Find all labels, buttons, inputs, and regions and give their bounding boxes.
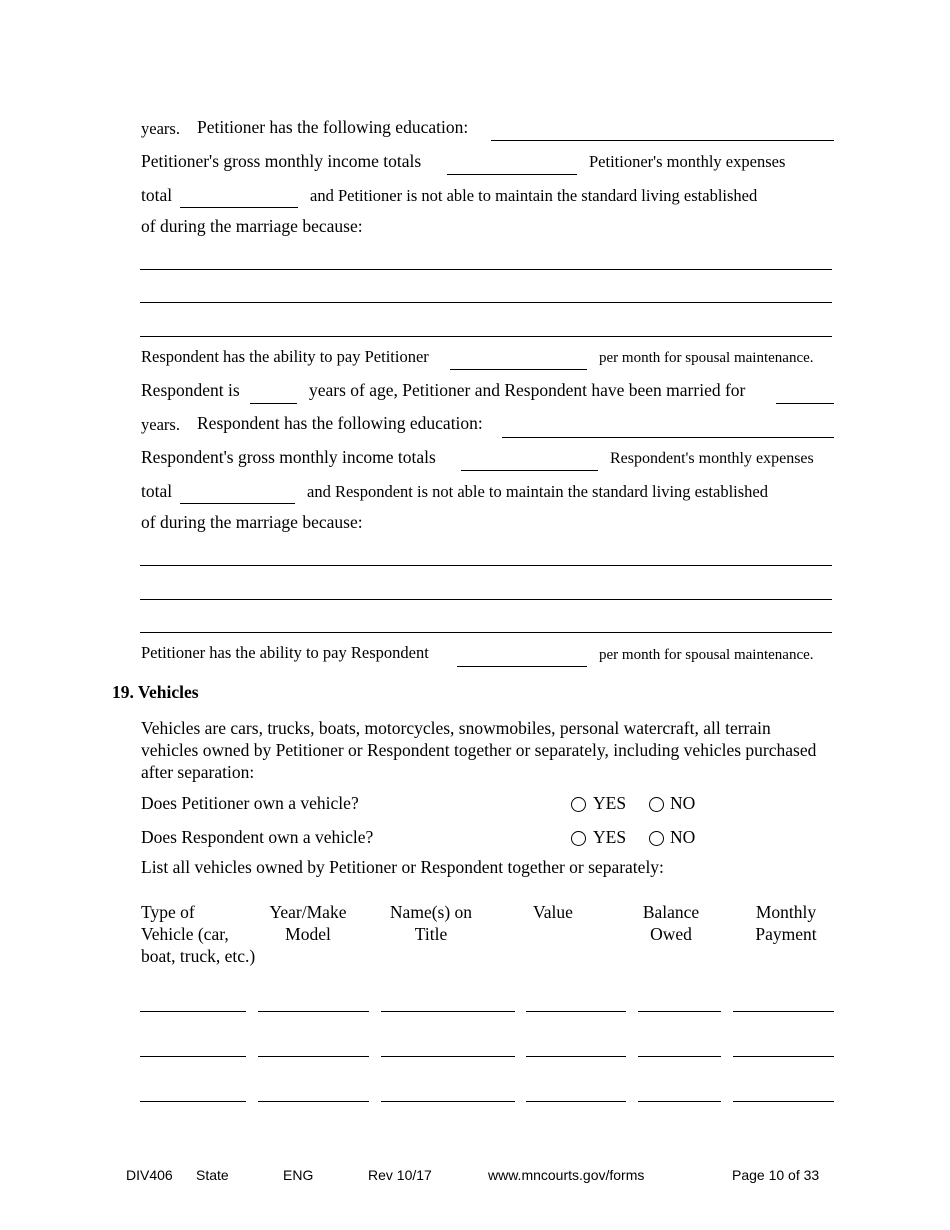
respondent-years-label: years. bbox=[141, 415, 180, 434]
vehicle-type-field[interactable] bbox=[140, 1011, 246, 1012]
vehicle-year-make-field[interactable] bbox=[258, 1056, 369, 1057]
footer-revision: Rev 10/17 bbox=[368, 1167, 432, 1183]
respondent-pay-field[interactable] bbox=[450, 369, 587, 370]
footer-url-link[interactable]: www.mncourts.gov/forms bbox=[488, 1167, 645, 1183]
petitioner-vehicle-no-radio[interactable] bbox=[649, 797, 664, 812]
vehicles-description-line-1: Vehicles are cars, trucks, boats, motorcycles, snowmobiles, personal watercraft, all terrain bbox=[141, 718, 771, 738]
petitioner-vehicle-question: Does Petitioner own a vehicle? bbox=[141, 793, 359, 813]
petitioner-during-text: of during the marriage because: bbox=[141, 216, 363, 236]
respondent-vehicle-no-label: NO bbox=[670, 827, 696, 847]
col-header-value: Value bbox=[533, 902, 573, 922]
years-label: years. bbox=[141, 119, 180, 138]
respondent-income-field[interactable] bbox=[461, 470, 598, 471]
petitioner-not-able-text: and Petitioner is not able to maintain the standard living established bbox=[310, 186, 758, 205]
vehicle-type-field[interactable] bbox=[140, 1056, 246, 1057]
respondent-pay-label: Respondent has the ability to pay Petitioner bbox=[141, 347, 429, 366]
col-header-type: Type of Vehicle (car, boat, truck, etc.) bbox=[141, 902, 256, 966]
petitioner-expenses-field[interactable] bbox=[180, 207, 298, 208]
vehicle-year-make-field[interactable] bbox=[258, 1011, 369, 1012]
vehicle-title-names-field[interactable] bbox=[381, 1011, 515, 1012]
respondent-age-text: years of age, Petitioner and Respondent have been married for bbox=[309, 380, 746, 400]
petitioner-expenses-label: Petitioner's monthly expenses bbox=[589, 152, 786, 171]
vehicle-value-field[interactable] bbox=[526, 1056, 626, 1057]
vehicle-type-field[interactable] bbox=[140, 1101, 246, 1102]
petitioner-reason-line-2[interactable] bbox=[140, 302, 832, 303]
respondent-vehicle-yes-radio[interactable] bbox=[571, 831, 586, 846]
vehicle-balance-field[interactable] bbox=[638, 1011, 721, 1012]
respondent-vehicle-question: Does Respondent own a vehicle? bbox=[141, 827, 374, 847]
vehicle-title-names-field[interactable] bbox=[381, 1101, 515, 1102]
vehicle-payment-field[interactable] bbox=[733, 1011, 834, 1012]
respondent-income-label: Respondent's gross monthly income totals bbox=[141, 447, 436, 467]
respondent-expenses-field[interactable] bbox=[180, 503, 295, 504]
petitioner-income-label: Petitioner's gross monthly income totals bbox=[141, 151, 422, 171]
vehicle-value-field[interactable] bbox=[526, 1011, 626, 1012]
married-years-field[interactable] bbox=[776, 403, 834, 404]
respondent-age-field[interactable] bbox=[250, 403, 297, 404]
vehicle-payment-field[interactable] bbox=[733, 1056, 834, 1057]
col-header-balance-owed: Balance Owed bbox=[642, 902, 700, 944]
petitioner-income-field[interactable] bbox=[447, 174, 577, 175]
respondent-expenses-label: Respondent's monthly expenses bbox=[610, 450, 814, 467]
col-header-year-make: Year/Make Model bbox=[269, 902, 347, 944]
petitioner-reason-line-3[interactable] bbox=[140, 336, 832, 337]
respondent-during-text: of during the marriage because: bbox=[141, 512, 363, 532]
respondent-not-able-text: and Respondent is not able to maintain the standard living established bbox=[307, 482, 768, 501]
vehicle-title-names-field[interactable] bbox=[381, 1056, 515, 1057]
vehicles-description-line-3: after separation: bbox=[141, 762, 255, 782]
vehicles-list-label: List all vehicles owned by Petitioner or Respondent together or separately: bbox=[141, 857, 664, 877]
vehicles-description-line-2: vehicles owned by Petitioner or Respondent together or separately, including vehicles purchased bbox=[141, 740, 817, 760]
vehicle-balance-field[interactable] bbox=[638, 1056, 721, 1057]
respondent-age-label: Respondent is bbox=[141, 380, 240, 400]
respondent-education-label: Respondent has the following education: bbox=[197, 413, 483, 433]
petitioner-pay-label: Petitioner has the ability to pay Respondent bbox=[141, 643, 429, 662]
petitioner-vehicle-yes-radio[interactable] bbox=[571, 797, 586, 812]
vehicle-balance-field[interactable] bbox=[638, 1101, 721, 1102]
petitioner-vehicle-yes-label: YES bbox=[593, 793, 627, 813]
vehicle-payment-field[interactable] bbox=[733, 1101, 834, 1102]
respondent-total-label: total bbox=[141, 481, 173, 501]
petitioner-total-label: total bbox=[141, 185, 173, 205]
col-header-monthly-payment: Monthly Payment bbox=[755, 902, 817, 944]
footer-language: ENG bbox=[283, 1167, 314, 1183]
petitioner-pay-per-month: per month for spousal maintenance. bbox=[599, 647, 814, 663]
col-header-names-on-title: Name(s) on Title bbox=[389, 902, 473, 944]
vehicle-year-make-field[interactable] bbox=[258, 1101, 369, 1102]
petitioner-education-field[interactable] bbox=[491, 140, 834, 141]
respondent-vehicle-yes-label: YES bbox=[593, 827, 627, 847]
respondent-education-field[interactable] bbox=[502, 437, 834, 438]
respondent-vehicle-no-radio[interactable] bbox=[649, 831, 664, 846]
respondent-reason-line-2[interactable] bbox=[140, 599, 832, 600]
petitioner-pay-field[interactable] bbox=[457, 666, 587, 667]
petitioner-reason-line-1[interactable] bbox=[140, 269, 832, 270]
petitioner-vehicle-no-label: NO bbox=[670, 793, 696, 813]
respondent-pay-per-month: per month for spousal maintenance. bbox=[599, 350, 814, 366]
footer-state: State bbox=[196, 1167, 229, 1183]
vehicle-value-field[interactable] bbox=[526, 1101, 626, 1102]
respondent-reason-line-3[interactable] bbox=[140, 632, 832, 633]
footer-page-number: Page 10 of 33 bbox=[732, 1167, 820, 1183]
respondent-reason-line-1[interactable] bbox=[140, 565, 832, 566]
footer-form-number: DIV406 bbox=[126, 1167, 173, 1183]
petitioner-education-label: Petitioner has the following education: bbox=[197, 117, 469, 137]
vehicles-heading: 19. Vehicles bbox=[112, 682, 199, 702]
